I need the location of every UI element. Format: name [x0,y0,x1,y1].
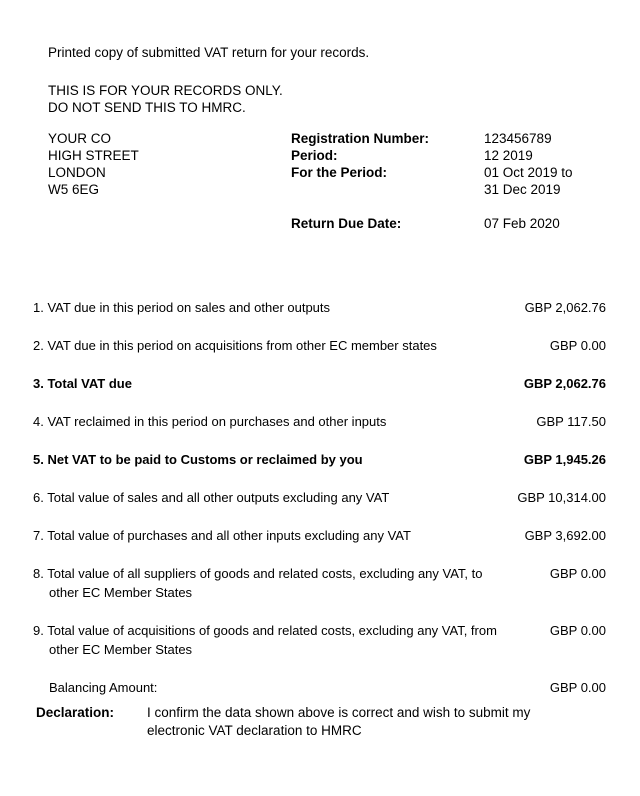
vat-box-row [33,488,606,507]
return-due-date-label: Return Due Date: [291,216,402,231]
vat-box-row [33,298,606,317]
do-not-send-notice: DO NOT SEND THIS TO HMRC. [48,100,246,115]
registration-number-label: Registration Number: [291,131,430,146]
vat-box-row [33,374,606,393]
intro-block [48,44,369,116]
vat-box-value: GBP 3,692.00 [524,528,606,543]
address-line-postcode: W5 6EG [48,182,100,197]
vat-box-label: 6. Total value of sales and all other outputs excluding any VAT [33,490,390,505]
vat-box-row [33,678,606,697]
vat-box-label: Balancing Amount: [49,680,158,695]
address-line-street: HIGH STREET [48,148,139,163]
for-the-period-value-end: 31 Dec 2019 [484,182,561,197]
detail-row-registration [291,130,621,147]
declaration-text: I confirm the data shown above is correct and wish to submit my electronic VAT declaration to HMRC [147,705,531,738]
detail-row-return-due-date [291,215,621,232]
declaration-label: Declaration: [36,705,115,720]
vat-box-row [33,526,606,545]
address-line-company: YOUR CO [48,131,112,146]
vat-box-label: 2. VAT due in this period on acquisitions from other EC member states [33,338,437,353]
vat-box-value: GBP 117.50 [536,414,606,429]
declaration-block [36,704,616,740]
vat-box-value: GBP 1,945.26 [523,452,606,467]
vat-box-list [33,298,606,697]
printed-copy-note: Printed copy of submitted VAT return for your records. [48,45,370,60]
period-value: 12 2019 [484,148,533,163]
vat-box-label: 8. Total value of all suppliers of goods and related costs, excluding any VAT, to other EC Member States [33,566,483,600]
vat-box-value: GBP 10,314.00 [517,490,606,505]
vat-box-label: 1. VAT due in this period on sales and other outputs [33,300,331,315]
for-the-period-label: For the Period: [291,165,388,180]
vat-box-label: 7. Total value of purchases and all other inputs excluding any VAT [33,528,411,543]
vat-box-value: GBP 2,062.76 [524,300,606,315]
vat-box-row [33,621,606,659]
detail-row-for-the-period [291,164,621,181]
vat-box-value: GBP 0.00 [549,680,606,695]
detail-row-period [291,147,621,164]
return-due-date-value: 07 Feb 2020 [484,216,560,231]
vat-box-row [33,336,606,355]
company-address [48,130,139,198]
vat-box-value: GBP 0.00 [549,338,606,353]
period-label: Period: [291,148,338,163]
return-details [291,130,621,232]
records-only-notice: THIS IS FOR YOUR RECORDS ONLY. [48,83,283,98]
vat-box-row [33,450,606,469]
vat-box-label: 3. Total VAT due [33,376,132,391]
vat-box-value: GBP 2,062.76 [523,376,606,391]
vat-box-label: 4. VAT reclaimed in this period on purchases and other inputs [33,414,387,429]
vat-box-row [33,564,606,602]
address-line-city: LONDON [48,165,106,180]
vat-box-label: 5. Net VAT to be paid to Customs or reclaimed by you [33,452,363,467]
for-the-period-value: 01 Oct 2019 to [484,165,573,180]
vat-box-value: GBP 0.00 [549,623,606,638]
registration-number-value: 123456789 [484,131,552,146]
vat-box-row [33,412,606,431]
vat-box-value: GBP 0.00 [549,566,606,581]
vat-box-label: 9. Total value of acquisitions of goods and related costs, excluding any VAT, from other EC Member States [33,623,497,657]
